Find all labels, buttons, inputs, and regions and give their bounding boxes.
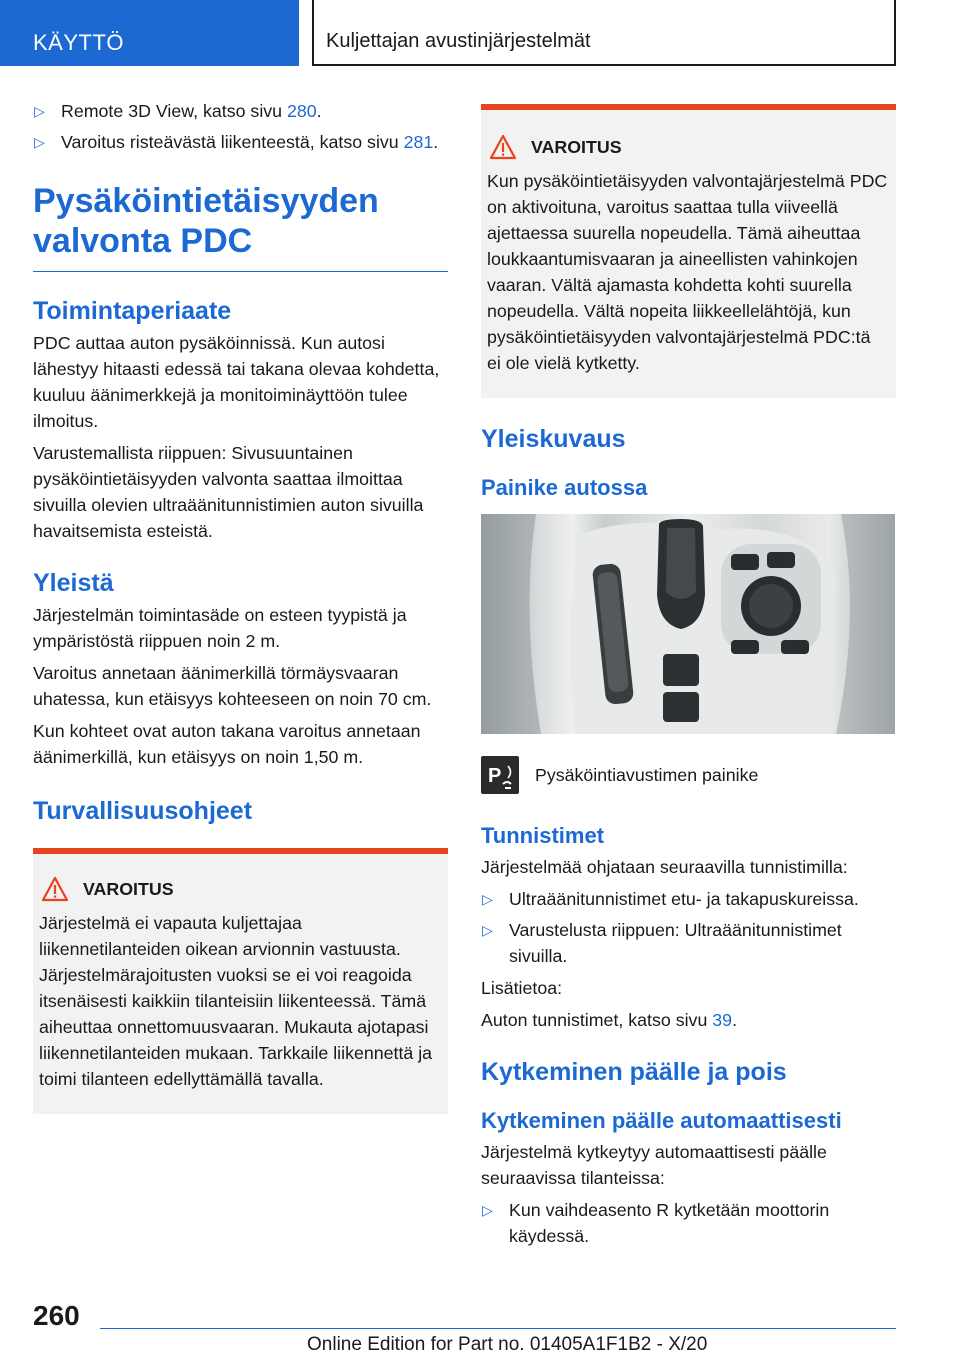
list-item: ▷ Remote 3D View, katso sivu 280. [33, 98, 448, 124]
list-item: ▷ Varoitus risteävästä liikenteestä, katso sivu 281. [33, 129, 448, 155]
warning-text: Kun pysäköintietäisyyden valvontajärjestelmä PDC on aktivoituna, varoitus saattaa tulla viiveellä ajettaessa suurella nopeudella. Tämä aiheuttaa loukkaantumisvaaran ja aineellisten vahinkojen vaaran. Vältä ajamasta kohdetta kohti suurella nopeudella. Vältä nopeita liikkeellelähtöjä, kun pysäköintietäisyyden valvontajärjestelmä PDC:tä ei ole vielä kytketty. [487, 171, 888, 373]
triangle-bullet-icon: ▷ [482, 1202, 493, 1218]
warning-box [33, 848, 448, 1114]
left-column [33, 98, 448, 1114]
paragraph: Varoitus annetaan äänimerkillä törmäysvaaran uhatessa, kun etäisyys kohteeseen on noin 70 cm. [33, 663, 432, 709]
parking-assistant-icon [481, 756, 519, 794]
heading-general: Yleistä [33, 569, 114, 597]
heading-button-in-car: Painike autossa [481, 475, 648, 500]
warning-text: Järjestelmä ei vapauta kuljettajaa liikennetilanteiden oikean arvionnin vastuusta. Järjestelmärajoitusten vuoksi se ei voi reagoida itsenäisesti kaikkiin tilanteisiin liikenteessä. Tämä aiheuttaa onnettomuusvaaran. Mukauta ajotapasi liikennetilanteiden mukaan. Tarkkaile liikennettä ja toimi tilanteen edellyttämällä tavalla. [39, 913, 433, 1089]
warning-title: VAROITUS [39, 876, 440, 902]
paragraph: Järjestelmää ohjataan seuraavilla tunnistimilla: [481, 857, 848, 877]
triangle-bullet-icon: ▷ [482, 922, 493, 938]
triangle-bullet-icon: ▷ [34, 103, 45, 119]
page-link[interactable]: 39 [712, 1010, 733, 1030]
paragraph: Järjestelmän toimintasäde on esteen tyypistä ja ympäristöstä riippuen noin 2 m. [33, 605, 407, 651]
chapter-title: Kuljettajan avustinjärjestelmät [326, 30, 591, 52]
heading-safety: Turvallisuusohjeet [33, 797, 253, 825]
chapter-header [312, 0, 896, 66]
right-column [481, 104, 896, 1255]
list-item: ▷ Kun vaihdeasento R kytketään moottorin käydessä. [481, 1197, 896, 1249]
intro-bullet-list [33, 98, 448, 155]
triangle-bullet-icon: ▷ [482, 891, 493, 907]
caption-text: Pysäköintiavustimen painike [535, 765, 759, 785]
main-heading: Pysäköintietäisyyden valvonta PDC [33, 181, 448, 272]
heading-auto-switch: Kytkeminen päälle automaattisesti [481, 1108, 842, 1133]
heading-principle: Toimintaperiaate [33, 297, 232, 325]
warning-triangle-icon [41, 876, 69, 902]
warning-box [481, 104, 896, 398]
paragraph: PDC auttaa auton pysäköinnissä. Kun autosi lähestyy hitaasti edessä tai takana olevaa kohdetta, kuuluu äänimerkkejä ja monitoiminäyttöön tulee ilmoitus. [33, 333, 440, 431]
heading-sensors: Tunnistimet [481, 823, 605, 848]
section-title: KÄYTTÖ [33, 30, 125, 55]
page-number: 260 [33, 1300, 80, 1331]
paragraph: Lisätietoa: [481, 978, 563, 998]
warning-title: VAROITUS [487, 134, 888, 160]
list-item: ▷ Ultraäänitunnistimet etu- ja takapuskureissa. [481, 886, 896, 912]
page-link[interactable]: 280 [287, 101, 317, 121]
triangle-bullet-icon: ▷ [34, 134, 45, 150]
center-console-photo [481, 514, 895, 734]
paragraph: Auton tunnistimet, katso sivu 39. [481, 1010, 738, 1030]
section-tab [0, 0, 299, 66]
list-item: ▷ Varustelusta riippuen: Ultraäänitunnistimet sivuilla. [481, 917, 896, 969]
paragraph: Kun kohteet ovat auton takana varoitus annetaan äänimerkillä, kun etäisyys on noin 1,50 m. [33, 721, 421, 767]
auto-list [481, 1197, 896, 1249]
heading-overview: Yleiskuvaus [481, 425, 626, 453]
svg-text:P: P [488, 765, 502, 787]
console-illustration-icon [481, 514, 895, 734]
paragraph: Varustemallista riippuen: Sivusuuntainen pysäköintietäisyyden valvonta saattaa ilmoittaa sivuilla olevien ultraäänitunnistimien auton sivuilla havaitsemista esteistä. [33, 443, 424, 541]
warning-triangle-icon [489, 134, 517, 160]
footer-divider [100, 1328, 896, 1329]
paragraph: Järjestelmä kytkeytyy automaattisesti päälle seuraavissa tilanteissa: [481, 1142, 827, 1188]
figure-caption [481, 756, 896, 794]
sensor-list [481, 886, 896, 969]
heading-switching: Kytkeminen päälle ja pois [481, 1058, 787, 1086]
page-link[interactable]: 281 [403, 132, 434, 152]
footer-edition: Online Edition for Part no. 01405A1F1B2 - X/20 [307, 1334, 708, 1355]
